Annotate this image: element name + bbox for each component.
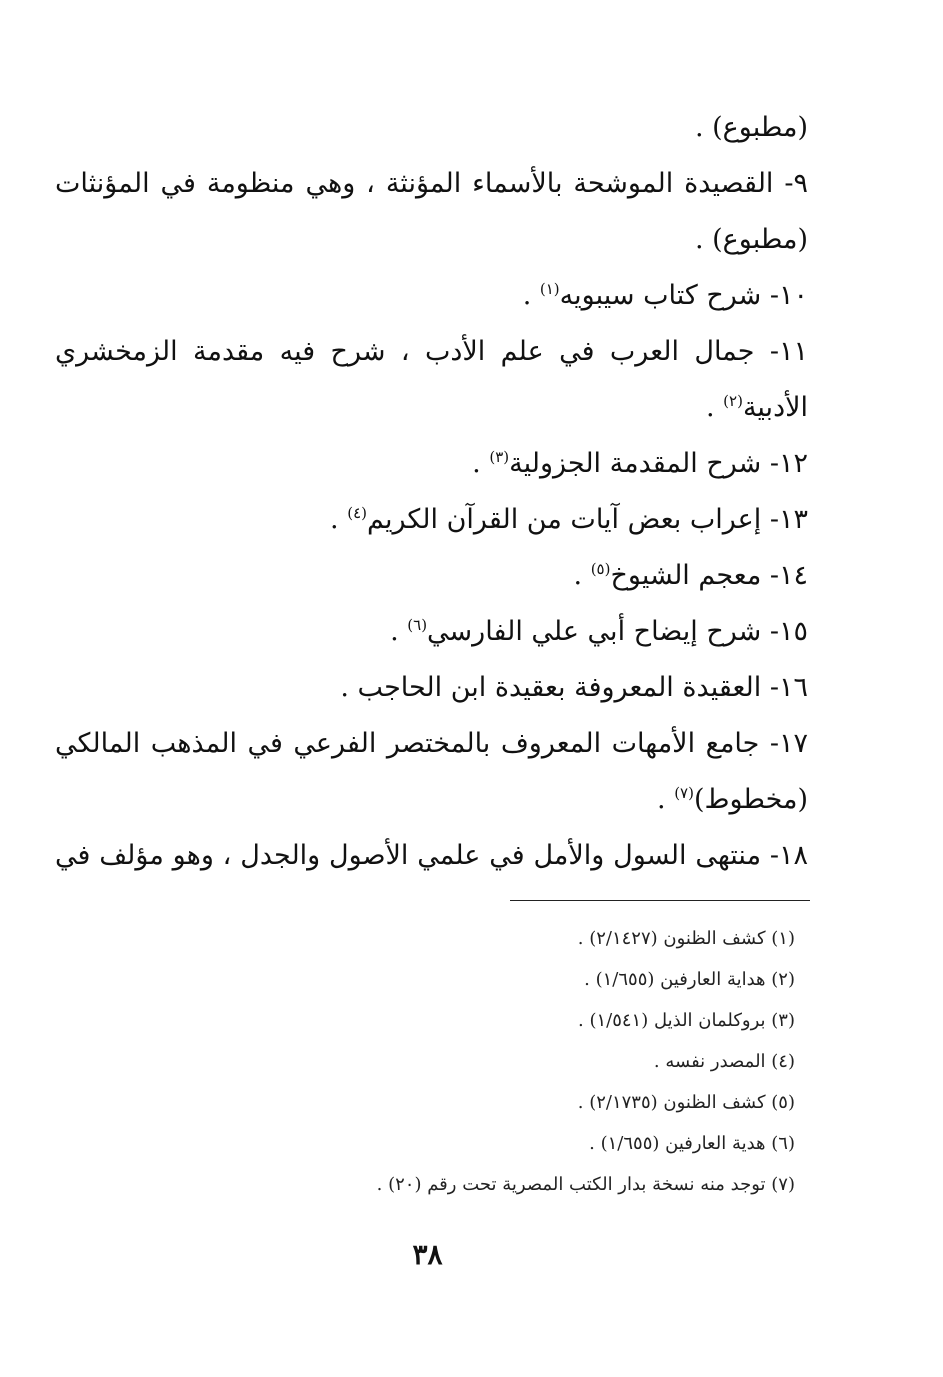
footnote-ref: (٥) — [590, 560, 611, 578]
footnote: (٣) بروكلمان الذيل (١/٥٤١) . — [578, 1010, 795, 1031]
period: . — [657, 784, 666, 815]
period: . — [573, 560, 583, 591]
period: . — [330, 504, 339, 535]
footnote: (١) كشف الظنون (٢/١٤٢٧) . — [577, 928, 795, 949]
footnote: (٢) هداية العارفين (١/٦٥٥) . — [584, 969, 795, 990]
period: . — [522, 280, 532, 311]
footnote-ref: (٤) — [347, 504, 367, 522]
footnote-ref: (٣) — [489, 448, 510, 466]
text-line: ٩- القصيدة الموشحة بالأسماء المؤنثة ، وهي منظومة في المؤنثات — [55, 168, 808, 199]
item-text: ١٢- شرح المقدمة الجزولية — [509, 448, 808, 479]
list-item-13 — [55, 492, 808, 548]
page-number: ٣٨ — [412, 1238, 443, 1271]
footnote-ref: (٢) — [723, 392, 743, 410]
list-item-18: ١٨- منتهى السول والأمل في علمي الأصول والجدل ، وهو مؤلف في — [55, 840, 808, 871]
footnote-divider — [510, 900, 810, 901]
period: . — [390, 616, 399, 647]
footnote: (٤) المصدر نفسه . — [653, 1051, 795, 1072]
text-line: (مطبوع) . — [694, 224, 808, 255]
main-text — [55, 100, 808, 884]
footnote: (٦) هدية العارفين (١/٦٥٥) . — [589, 1133, 795, 1154]
list-item-16: ١٦- العقيدة المعروفة بعقيدة ابن الحاجب . — [340, 672, 808, 703]
text-line — [55, 772, 808, 828]
period: . — [705, 392, 715, 423]
period: . — [472, 448, 481, 479]
item-text: ١٤- معجم الشيوخ — [610, 560, 808, 591]
footnote-ref: (٧) — [674, 784, 694, 802]
list-item-12 — [55, 436, 808, 492]
list-item-17: ١٧- جامع الأمهات المعروف بالمختصر الفرعي في المذهب المالكي — [55, 728, 808, 759]
text-line: (مطبوع) . — [694, 112, 808, 143]
text-line — [55, 380, 808, 436]
item-text: ١٥- شرح إيضاح أبي علي الفارسي — [427, 616, 808, 647]
footnotes — [300, 918, 795, 1205]
item-text: ١٣- إعراب بعض آيات من القرآن الكريم — [367, 504, 808, 535]
item-text: (مخطوط) — [693, 784, 808, 815]
footnote-ref: (١) — [539, 280, 560, 298]
list-item-15 — [55, 604, 808, 660]
list-item-10 — [55, 268, 808, 324]
item-text: ١٠- شرح كتاب سيبويه — [559, 280, 808, 311]
item-text: الأدبية — [742, 392, 808, 423]
list-item-14 — [55, 548, 808, 604]
footnote-ref: (٦) — [407, 616, 428, 634]
footnote: (٥) كشف الظنون (٢/١٧٣٥) . — [577, 1092, 795, 1113]
footnote: (٧) توجد منه نسخة بدار الكتب المصرية تحت رقم (٢٠) . — [376, 1174, 795, 1195]
list-item-11: ١١- جمال العرب في علم الأدب ، شرح فيه مقدمة الزمخشري — [55, 336, 808, 367]
